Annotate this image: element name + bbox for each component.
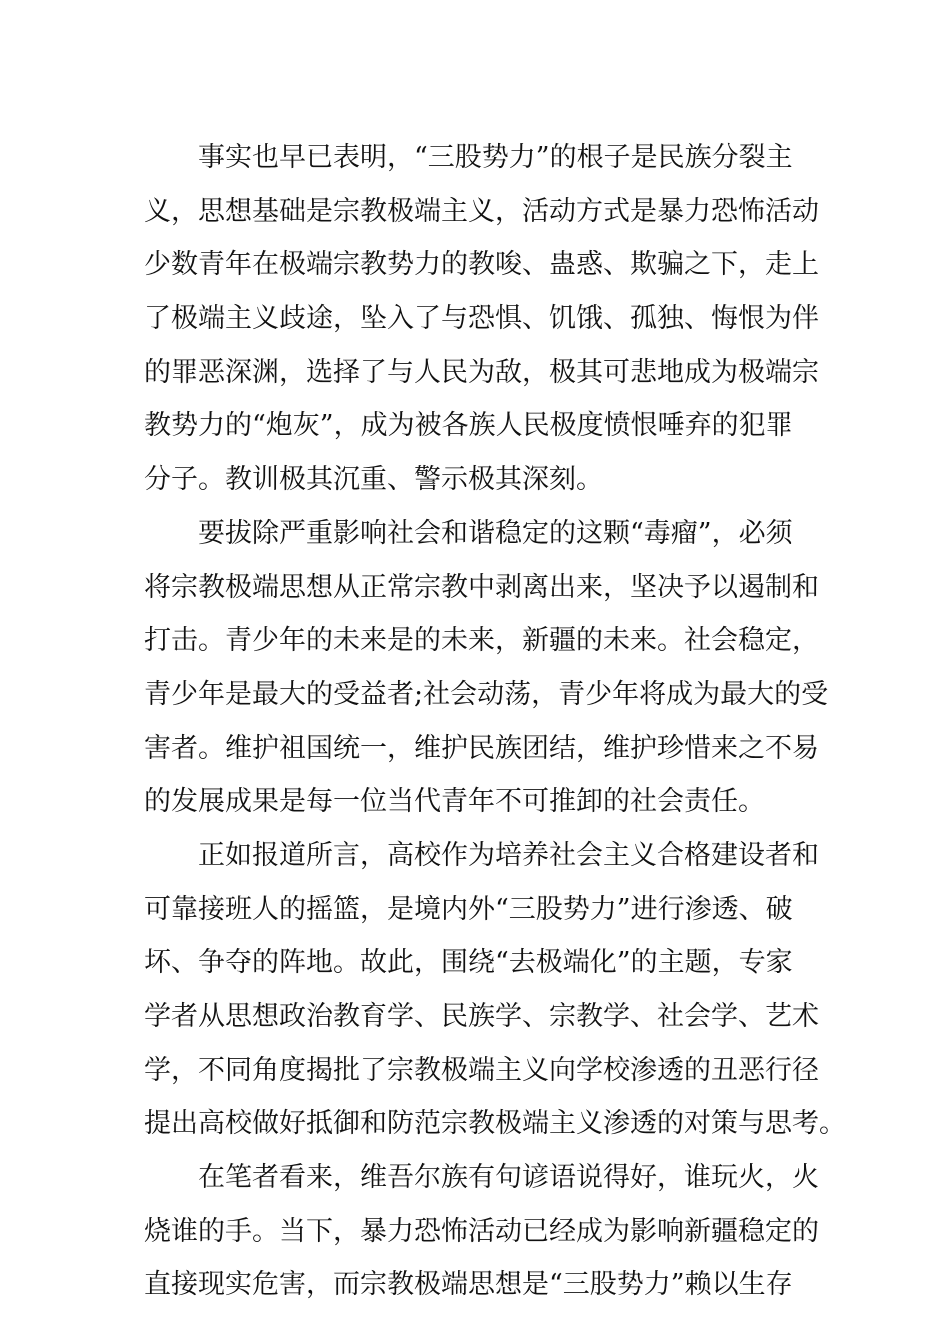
text-line: 坏、争夺的阵地。故此，围绕“去极端化”的主题，专家 [144,947,793,979]
paragraph-2 [144,507,829,829]
text-line: 在笔者看来，维吾尔族有句谚语说得好，谁玩火，火 [198,1162,819,1194]
text-line: 提出高校做好抵御和防范宗教极端主义渗透的对策与思考。 [144,1108,846,1140]
text-line: 直接现实危害，而宗教极端思想是“三股势力”赖以生存 [144,1269,793,1301]
text-line: 害者。维护祖国统一，维护民族团结，维护珍惜来之不易 [144,732,819,764]
paragraph-4 [144,1151,819,1312]
text-line: 义，思想基础是宗教极端主义，活动方式是暴力恐怖活动 [144,195,819,227]
text-line: 打击。青少年的未来是的未来，新疆的未来。社会稳定， [144,625,819,657]
text-line: 了极端主义歧途，坠入了与恐惧、饥饿、孤独、悔恨为伴 [144,303,819,335]
text-line: 青少年是最大的受益者;社会动荡，青少年将成为最大的受 [144,678,829,710]
paragraph-3 [144,829,846,1151]
paragraph-1 [144,131,819,507]
body-text [144,131,846,1312]
text-line: 教势力的“炮灰”，成为被各族人民极度愤恨唾弃的犯罪 [144,410,793,442]
text-line: 正如报道所言，高校作为培养社会主义合格建设者和 [198,839,819,871]
text-line: 可靠接班人的摇篮，是境内外“三股势力”进行渗透、破 [144,893,793,925]
text-line: 要拔除严重影响社会和谐稳定的这颗“毒瘤”，必须 [198,517,793,549]
text-line: 的发展成果是每一位当代青年不可推卸的社会责任。 [144,786,765,818]
text-line: 分子。教训极其沉重、警示极其深刻。 [144,464,603,496]
text-line: 将宗教极端思想从正常宗教中剥离出来，坚决予以遏制和 [144,571,819,603]
text-line: 的罪恶深渊，选择了与人民为敌，极其可悲地成为极端宗 [144,356,819,388]
text-line: 学者从思想政治教育学、民族学、宗教学、社会学、艺术 [144,1001,819,1032]
text-line: 烧谁的手。当下，暴力恐怖活动已经成为影响新疆稳定的 [144,1215,819,1247]
text-line: 事实也早已表明，“三股势力”的根子是民族分裂主 [198,142,793,173]
text-line: 学，不同角度揭批了宗教极端主义向学校渗透的丑恶行径 [144,1054,819,1086]
text-line: 少数青年在极端宗教势力的教唆、蛊惑、欺骗之下，走上 [144,249,819,281]
